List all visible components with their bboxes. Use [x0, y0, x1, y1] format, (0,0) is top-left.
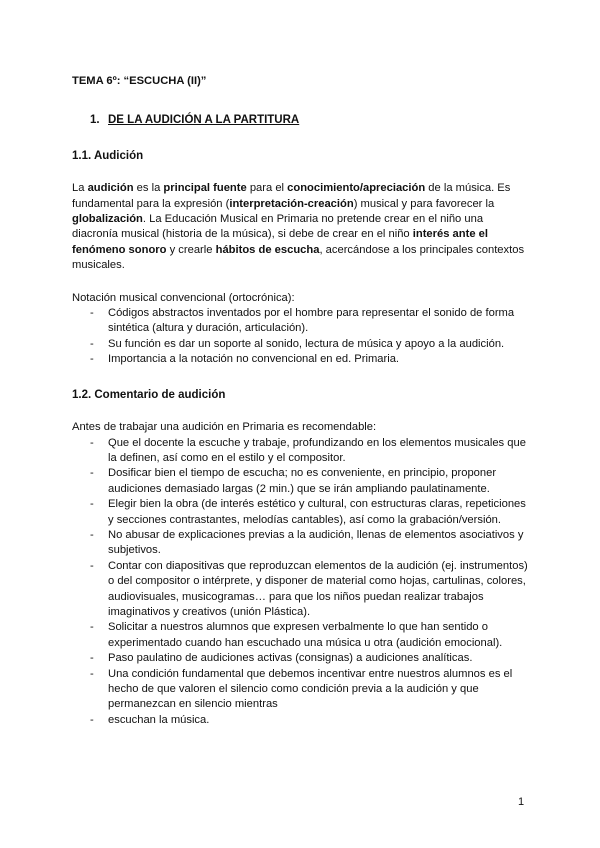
text-run: La — [72, 182, 88, 195]
bold-term: principal fuente — [163, 182, 247, 195]
section-number: 1. — [90, 114, 100, 127]
bold-term: interés ante el fenómeno sonoro — [72, 228, 489, 256]
notation-intro: Notación musical convencional (ortocrónica): — [72, 291, 295, 304]
document-page — [72, 64, 530, 728]
list-item: - Contar con diapositivas que reproduzcan elementos de la audición (ej. instrumentos) o del compositor o intérprete, y disponer de material como hojas, cartulinas, colores, audiovisuales, musicogramas… para que los niños puedan realizar trabajos imaginativos y creativos (unión Plástica). — [72, 559, 530, 621]
text-run: de la música. Es fundamental para la expresión ( — [72, 182, 511, 210]
list-item: - escuchan la música. — [72, 713, 530, 728]
list-item: - Que el docente la escuche y trabaje, profundizando en los elementos musicales que la definen, así como en el estilo y el compositor. — [72, 436, 530, 467]
bold-term: interpretación-creación — [229, 197, 354, 210]
intro-paragraph — [72, 181, 530, 273]
notation-list — [72, 306, 530, 368]
comment-intro: Antes de trabajar una audición en Primaria es recomendable: — [72, 421, 377, 434]
text-run: ) musical y para favorecer la — [353, 197, 495, 210]
text-run: es la — [133, 182, 164, 195]
list-item: - Códigos abstractos inventados por el hombre para representar el sonido de forma sintética (altura y duración, articulación). — [72, 306, 530, 337]
section-label: DE LA AUDICIÓN A LA PARTITURA — [108, 114, 300, 127]
list-item: - Paso paulatino de audiciones activas (consignas) a audiciones analíticas. — [72, 651, 530, 666]
bold-term: audición — [87, 182, 134, 195]
list-item: - Una condición fundamental que debemos incentivar entre nuestros alumnos es el hecho de que valoren el silencio como condición previa a la audición y que permanezcan en silencio mientras — [72, 667, 530, 713]
text-run: y crearle — [166, 243, 216, 256]
text-run: . La Educación Musical en Primaria no pretende crear en el niño una diacronía musical (historia de la música), si debe de crear en el niño — [72, 213, 484, 241]
subsection-heading-comentario: 1.2. Comentario de audición — [72, 388, 226, 401]
subsection-heading-audicion: 1.1. Audición — [72, 149, 144, 162]
list-item: - Importancia a la notación no convencional en ed. Primaria. — [72, 352, 530, 367]
list-item: - Dosificar bien el tiempo de escucha; no es conveniente, en principio, proponer audiciones demasiado largas (2 min.) que se irán ampliando paulatinamente. — [72, 466, 530, 497]
list-item: - No abusar de explicaciones previas a la audición, llenas de elementos asociativos y subjetivos. — [72, 528, 530, 559]
comment-list — [72, 436, 530, 729]
bold-term: globalización — [72, 213, 143, 226]
document-title: TEMA 6º: “ESCUCHA (II)” — [72, 75, 207, 87]
bold-term: hábitos de escucha — [215, 243, 320, 256]
list-item: - Elegir bien la obra (de interés estético y cultural, con estructuras claras, repeticiones y secciones contrastantes, melodías cantables), así como la grabación/versión. — [72, 497, 530, 528]
bold-term: conocimiento/apreciación — [287, 182, 426, 195]
list-item: - Solicitar a nuestros alumnos que expresen verbalmente lo que han sentido o experimentado cuando han escuchado una música u otra (audición emocional). — [72, 620, 530, 651]
page-number: 1 — [518, 796, 525, 808]
text-run: , acercándose a los principales contextos musicales. — [72, 243, 525, 272]
text-run: para el — [246, 182, 288, 195]
section-heading-1 — [90, 113, 530, 128]
list-item: - Su función es dar un soporte al sonido, lectura de música y apoyo a la audición. — [72, 337, 530, 352]
